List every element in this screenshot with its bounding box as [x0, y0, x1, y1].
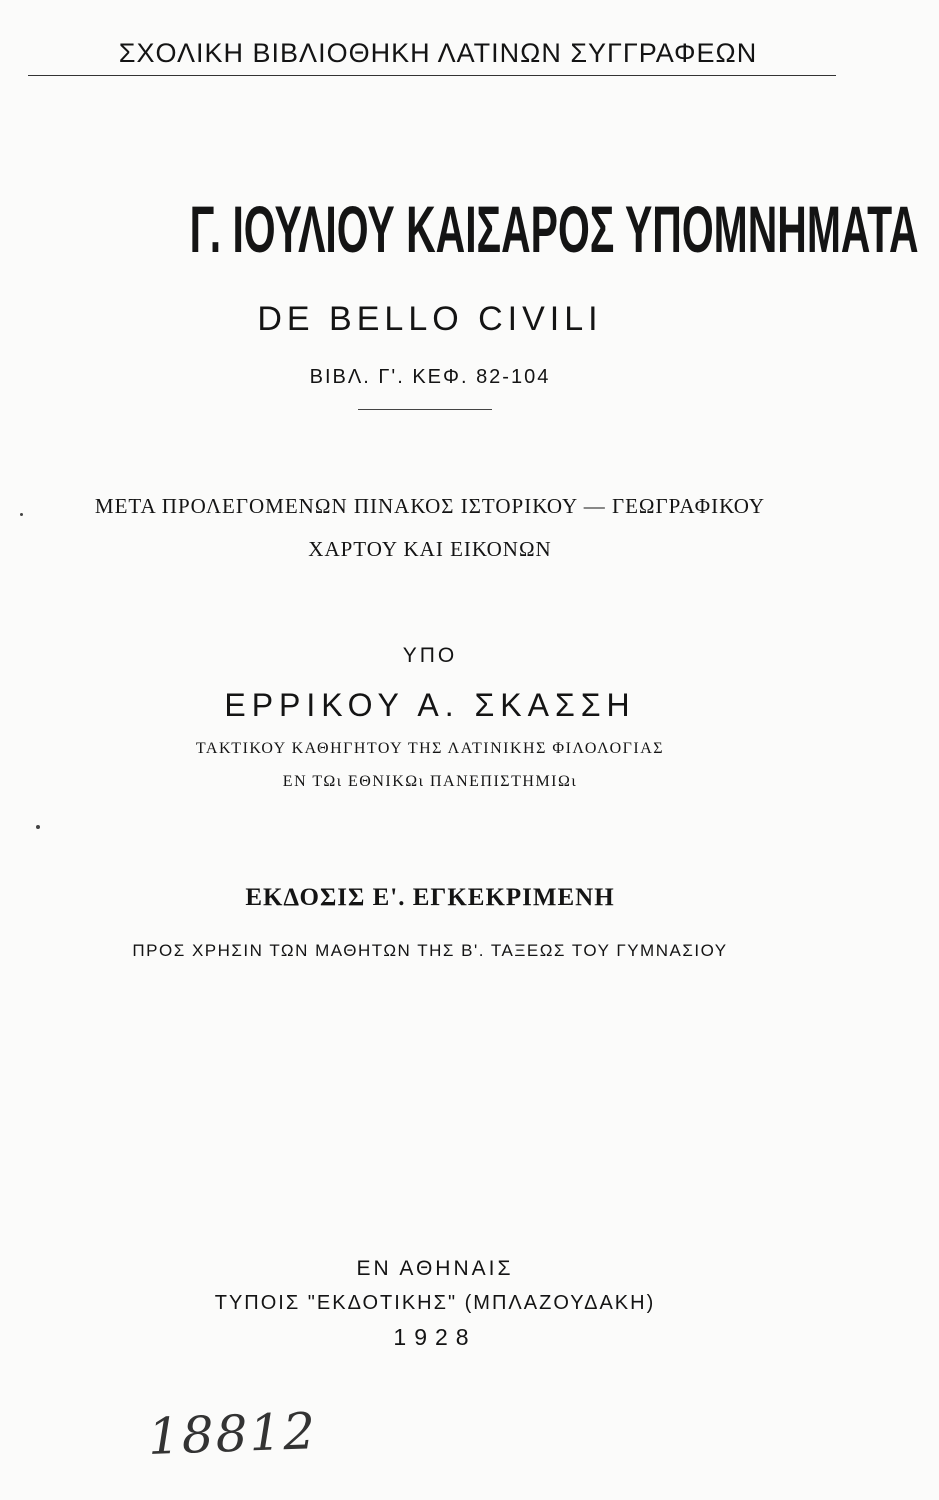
author-name: ΕΡΡΙΚΟΥ Α. ΣΚΑΣΣΗ: [224, 687, 636, 723]
ink-speck: [20, 513, 23, 516]
series-title: ΣΧΟΛΙΚΗ ΒΙΒΛΙΟΘΗΚΗ ΛΑΤΙΝΩΝ ΣΥΓΓΡΑΦΕΩΝ: [118, 38, 758, 68]
book-title: Γ. ΙΟΥΛΙΟΥ ΚΑΙΣΑΡΟΣ ΥΠΟΜΝΗΜΑΤΑ: [189, 192, 919, 266]
imprint-printer: ΤΥΠΟΙΣ "ΕΚΔΟΤΙΚΗΣ" (ΜΠΛΑΖΟΥΔΑΚΗ): [214, 1292, 656, 1314]
contents-line-1: ΜΕΤΑ ΠΡΟΛΕΓΟΜΕΝΩΝ ΠΙΝΑΚΟΣ ΙΣΤΟΡΙΚΟΥ — ΓΕΩΓΡΑΦΙΚΟΥ: [94, 494, 766, 518]
imprint-year: 1928: [393, 1324, 477, 1350]
edition-purpose: ΠΡΟΣ ΧΡΗΣΙΝ ΤΩΝ ΜΑΘΗΤΩΝ ΤΗΣ Β'. ΤΑΞΕΩΣ ΤΟΥ ΓΥΜΝΑΣΙΟΥ: [132, 941, 728, 960]
imprint-city: ΕΝ ΑΘΗΝΑΙΣ: [356, 1257, 514, 1280]
by-label: ΥΠΟ: [402, 644, 458, 667]
ink-speck: [36, 825, 40, 829]
book-subtitle: DE BELLO CIVILI: [257, 300, 603, 338]
handwritten-shelfmark: 18812: [147, 1402, 319, 1466]
author-title-line-2: ΕΝ ΤΩι ΕΘΝΙΚΩι ΠΑΝΕΠΙΣΤΗΜΙΩι: [282, 773, 578, 790]
chapter-range: ΒΙΒΛ. Γ'. ΚΕΦ. 82-104: [309, 366, 551, 388]
divider-rule: [358, 409, 492, 410]
contents-line-2: ΧΑΡΤΟΥ ΚΑΙ ΕΙΚΟΝΩΝ: [308, 537, 552, 561]
author-title-line-1: ΤΑΚΤΙΚΟΥ ΚΑΘΗΓΗΤΟΥ ΤΗΣ ΛΑΤΙΝΙΚΗΣ ΦΙΛΟΛΟΓΙΑΣ: [195, 740, 665, 757]
header-rule: [28, 75, 836, 76]
edition-label: ΕΚΔΟΣΙΣ Ε'. ΕΓΚΕΚΡΙΜΕΝΗ: [245, 884, 615, 911]
